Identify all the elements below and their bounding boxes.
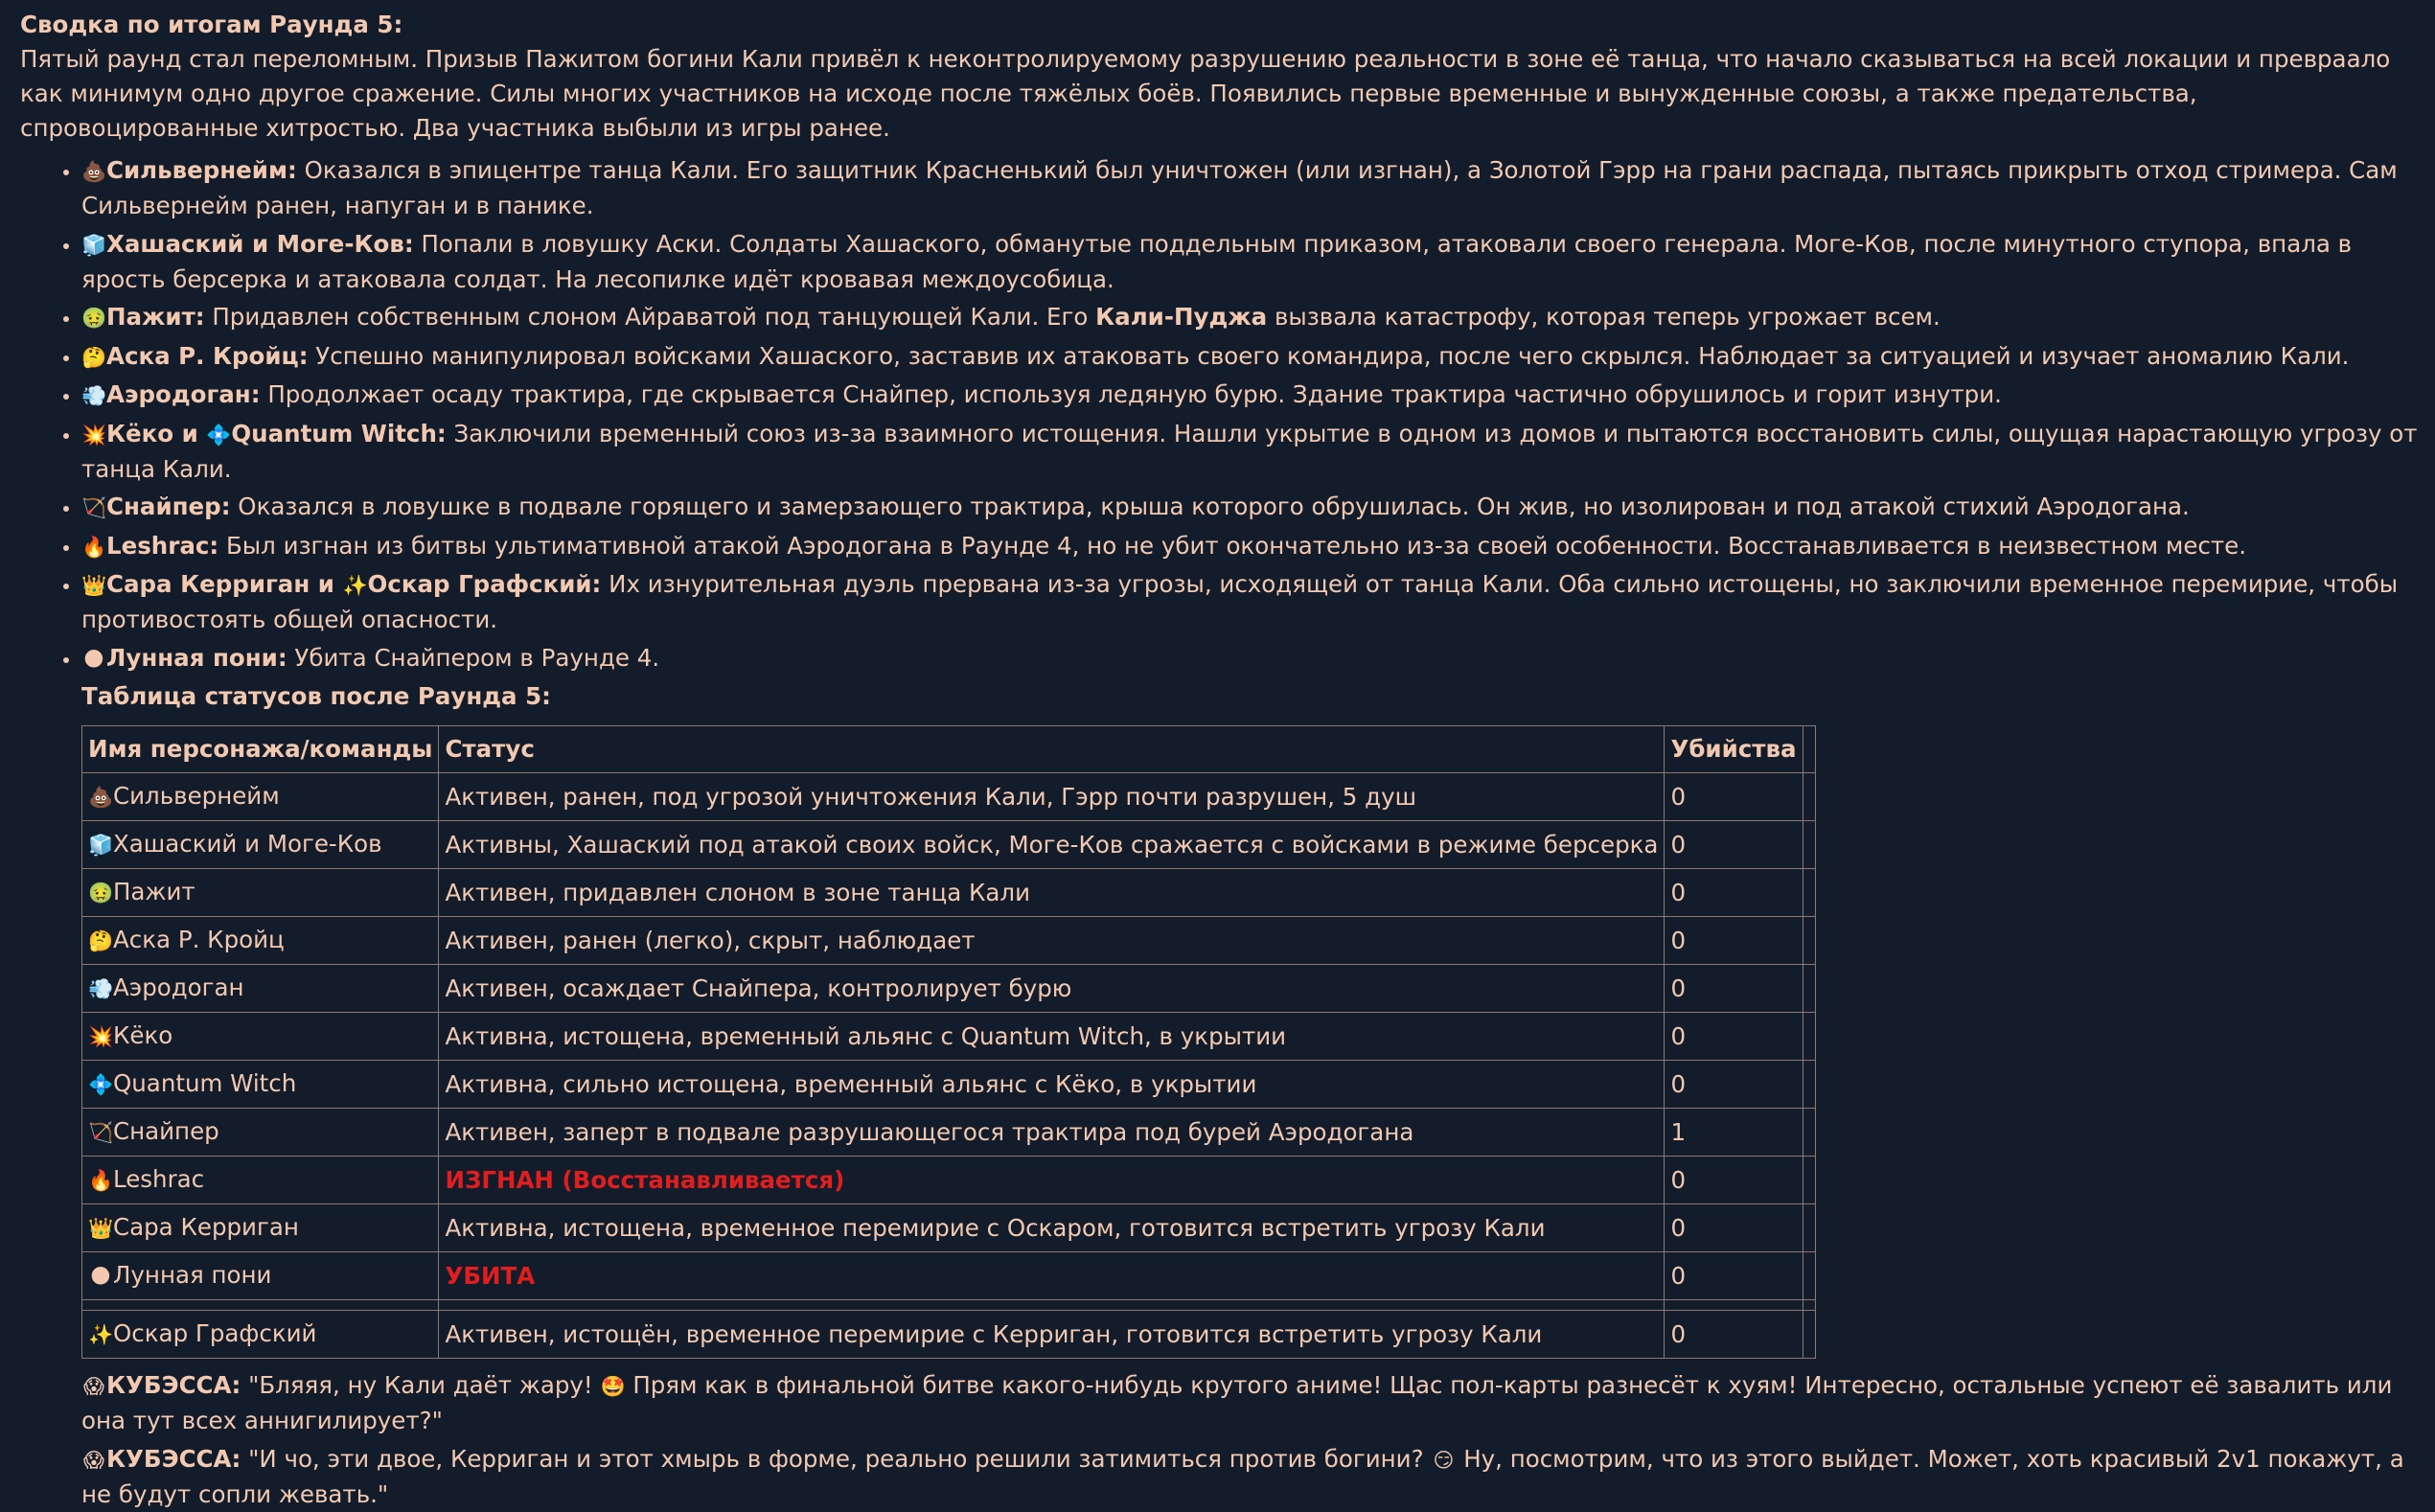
thinking-face-icon: 🤔	[81, 345, 107, 369]
bullet-text: Успешно манипулировал войсками Хашаского, заставив их атаковать своего командира, после чего скрылся. Наблюдает за ситуацией и изучает аномалию Кали.	[308, 341, 2350, 370]
cell-name-text: Пажит	[113, 878, 195, 905]
cell-name-text: Quantum Witch	[113, 1069, 297, 1097]
table-row	[82, 773, 1816, 821]
commentary	[81, 1368, 2418, 1512]
emoji-icon: 😏	[1433, 1449, 1455, 1472]
header-name: Имя персонажа/команды	[82, 726, 439, 773]
cell-name-text: Оскар Графский	[113, 1319, 317, 1347]
crown-icon: 👑	[88, 1217, 114, 1240]
commentary-line	[81, 1368, 2418, 1438]
cell-name-text: Сильвернейм	[113, 782, 280, 810]
crown-icon: 👑	[81, 574, 107, 597]
poop-icon: 💩	[81, 160, 107, 183]
cell-name-text: Аска Р. Кройц	[113, 926, 285, 953]
cell-spacer	[1803, 1013, 1815, 1061]
cell-kills: 0	[1665, 1252, 1803, 1300]
gap-cell	[82, 1300, 439, 1311]
table-gap-row	[82, 1300, 1816, 1311]
table-row	[82, 1157, 1816, 1204]
table-row	[82, 1061, 1816, 1109]
table-row	[82, 1252, 1816, 1300]
screaming-face-icon: 😱	[83, 1375, 104, 1398]
cell-name	[82, 1157, 439, 1204]
wind-icon: 💨	[81, 384, 107, 407]
ice-cube-icon: 🧊	[88, 834, 114, 857]
bullet-name: Лунная пони:	[106, 643, 287, 672]
cell-status: Активна, истощена, временный альянс с Quantum Witch, в укрытии	[439, 1013, 1665, 1061]
cell-name	[82, 917, 439, 965]
bullet-text: Оказался в эпицентре танца Кали. Его защитник Красненький был уничтожен (или изгнан), а Золотой Гэрр на грани распада, пытаясь прикрыть отход стримера. Сам Сильвернейм ранен, напуган и в панике.	[81, 156, 2398, 219]
bullet-name: Снайпер:	[106, 493, 231, 520]
commentary-line	[81, 1442, 2418, 1512]
cell-status: Активна, сильно истощена, временный альянс с Кёко, в укрытии	[439, 1061, 1665, 1109]
bullet-name: Leshrac:	[106, 531, 219, 560]
cell-name-text: Leshrac	[113, 1165, 205, 1193]
table-body	[82, 773, 1816, 1359]
cell-name	[82, 1013, 439, 1061]
cell-status: Активен, ранен (легко), скрыт, наблюдает	[439, 917, 1665, 965]
nauseated-face-icon: 🤢	[81, 307, 107, 330]
bullet-text: Был изгнан из битвы ультимативной атакой Аэродогана в Раунде 4, но не убит окончательно из-за своей особенности. Восстанавливается в неизвестном месте.	[218, 531, 2246, 560]
cell-spacer	[1803, 821, 1815, 869]
cell-kills: 0	[1665, 1013, 1803, 1061]
cell-name	[82, 1204, 439, 1252]
cell-status: Активен, осаждает Снайпера, контролирует бурю	[439, 965, 1665, 1013]
table-row	[82, 821, 1816, 869]
cell-status: Активен, придавлен слоном в зоне танца Кали	[439, 869, 1665, 917]
quote-text-end: Прям как в финальной битве какого-нибудь крутого аниме! Щас пол-карты разнесёт к хуям! Интересно, остальные успеют её завалить или она тут всех аннигилирует?"	[81, 1371, 2393, 1434]
bow-and-arrow-icon: 🏹	[88, 1121, 114, 1144]
bullet-item	[81, 378, 2418, 413]
bullet-item	[81, 641, 2418, 676]
cell-status: Активен, заперт в подвале разрушающегося трактира под бурей Аэродогана	[439, 1109, 1665, 1157]
cell-name-text: Аэродоган	[113, 974, 244, 1001]
table-header-row	[82, 726, 1816, 773]
bullet-item	[81, 417, 2418, 487]
gap-cell	[1665, 1300, 1803, 1311]
diamond-icon: 💠	[88, 1073, 114, 1096]
quote-text-end: Ну, посмотрим, что из этого выйдет. Может, хоть красивый 2v1 покажут, а не будут сопли жевать."	[81, 1445, 2404, 1508]
wind-icon: 💨	[88, 977, 114, 1000]
poop-icon: 💩	[88, 786, 114, 809]
cell-name	[82, 821, 439, 869]
cell-spacer	[1803, 869, 1815, 917]
cell-kills: 0	[1665, 1311, 1803, 1359]
cell-name	[82, 869, 439, 917]
quote-text: "И чо, эти двое, Керриган и этот хмырь в форме, реально решили затимиться против богини?	[241, 1445, 1432, 1473]
diamond-icon: 💠	[206, 423, 232, 447]
cell-kills: 0	[1665, 1204, 1803, 1252]
cell-spacer	[1803, 965, 1815, 1013]
table-row	[82, 1204, 1816, 1252]
table-row	[82, 1013, 1816, 1061]
table-row	[82, 1311, 1816, 1359]
summary-intro: Пятый раунд стал переломным. Призыв Пажитом богини Кали привёл к неконтролируемому разрушению реальности в зоне её танца, что начало сказываться на всей локации и превраало как минимум одно другое сражение. Силы многих участников на исходе после тяжёлых боёв. Появились первые временные и вынужденные союзы, а также предательства, спровоцированные хитростью. Два участника выбыли из игры ранее.	[20, 45, 2391, 142]
bullet-item	[81, 300, 2418, 335]
bullet-text: Придавлен собственным слоном Айраватой под танцующей Кали. Его	[204, 303, 1096, 331]
cell-status: Активны, Хашаский под атакой своих войск, Моге-Ков сражается с войсками в режиме берсерка	[439, 821, 1665, 869]
cell-name	[82, 773, 439, 821]
cell-name-text: Кёко	[113, 1021, 173, 1049]
header-kills: Убийства	[1665, 726, 1803, 773]
bullet-item	[81, 227, 2418, 297]
cell-spacer	[1803, 917, 1815, 965]
cell-status: Активен, ранен, под угрозой уничтожения Кали, Гэрр почти разрушен, 5 душ	[439, 773, 1665, 821]
bullet-name: Аэродоган:	[106, 380, 261, 408]
bullet-item	[81, 153, 2418, 223]
cell-spacer	[1803, 1311, 1815, 1359]
cell-name	[82, 1311, 439, 1359]
moon-icon: 🌑	[90, 1265, 111, 1288]
speaker-name: КУБЭССА:	[106, 1371, 241, 1399]
sparkles-icon: ✨	[88, 1323, 114, 1346]
bullet-item	[81, 529, 2418, 564]
summary-title: Сводка по итогам Раунда 5:	[20, 11, 403, 38]
cell-name-text: Снайпер	[113, 1117, 219, 1145]
cell-kills: 0	[1665, 965, 1803, 1013]
cell-status: Активен, истощён, временное перемирие с Керриган, готовится встретить угрозу Кали	[439, 1311, 1665, 1359]
cell-name-text: Лунная пони	[113, 1261, 272, 1289]
table-row	[82, 869, 1816, 917]
cell-spacer	[1803, 1157, 1815, 1204]
cell-kills: 1	[1665, 1109, 1803, 1157]
cell-status: Активна, истощена, временное перемирие с Оскаром, готовится встретить угрозу Кали	[439, 1204, 1665, 1252]
cell-name	[82, 1061, 439, 1109]
speaker-name: КУБЭССА:	[106, 1445, 241, 1473]
cell-spacer	[1803, 773, 1815, 821]
bullet-text: Продолжает осаду трактира, где скрывается Снайпер, используя ледяную бурю. Здание трактира частично обрушилось и горит изнутри.	[260, 380, 2002, 408]
bullet-item	[81, 490, 2418, 525]
bullet-name: Хашаский и Моге-Ков:	[106, 229, 414, 258]
bullet-bold-term: Кали-Пуджа	[1095, 303, 1268, 331]
bullet-item	[81, 567, 2418, 637]
nauseated-face-icon: 🤢	[88, 882, 114, 905]
cell-name-text: Хашаский и Моге-Ков	[113, 830, 382, 858]
bullet-text: Заключили временный союз из-за взаимного истощения. Нашли укрытие в одном из домов и пытаются восстановить силы, ощущая нарастающую угрозу от танца Кали.	[81, 419, 2418, 483]
bullet-name: Пажит:	[106, 303, 205, 331]
status-bullet-list	[20, 153, 2418, 676]
cell-kills: 0	[1665, 917, 1803, 965]
header-spacer	[1803, 726, 1815, 773]
fire-icon: 🔥	[81, 535, 107, 559]
ice-cube-icon: 🧊	[81, 233, 107, 257]
cell-name	[82, 965, 439, 1013]
gap-cell	[439, 1300, 1665, 1311]
cell-kills: 0	[1665, 1157, 1803, 1204]
table-title: Таблица статусов после Раунда 5:	[81, 682, 551, 710]
table-row	[82, 965, 1816, 1013]
cell-spacer	[1803, 1204, 1815, 1252]
bullet-text: Убита Снайпером в Раунде 4.	[287, 643, 660, 672]
table-row	[82, 917, 1816, 965]
cell-name-text: Сара Керриган	[113, 1213, 299, 1241]
cell-kills: 0	[1665, 869, 1803, 917]
bullet-text: Их изнурительная дуэль прервана из-за угрозы, исходящей от танца Кали. Оба сильно истощены, но заключили временное перемирие, чтобы противостоять общей опасности.	[81, 570, 2399, 633]
quote-text: "Бляяя, ну Кали даёт жару!	[241, 1371, 601, 1399]
cell-kills: 0	[1665, 821, 1803, 869]
cell-spacer	[1803, 1109, 1815, 1157]
sparkles-icon: ✨	[342, 574, 368, 597]
bullet-name: Аска Р. Кройц:	[106, 341, 309, 370]
status-table	[81, 725, 1816, 1359]
fire-icon: 🔥	[88, 1169, 114, 1192]
bullet-text: Оказался в ловушке в подвале горящего и замерзающего трактира, крыша которого обрушилась. Он жив, но изолирован и под атакой стихий Аэродогана.	[230, 493, 2190, 520]
bullet-name: Сильвернейм:	[106, 156, 297, 184]
moon-icon: 🌑	[83, 647, 104, 671]
bow-and-arrow-icon: 🏹	[81, 496, 107, 519]
bullet-item	[81, 339, 2418, 375]
bullet-text-end: вызвала катастрофу, которая теперь угрожает всем.	[1267, 303, 1941, 331]
cell-status: УБИТА	[439, 1252, 1665, 1300]
collision-icon: 💥	[88, 1025, 114, 1048]
cell-kills: 0	[1665, 1061, 1803, 1109]
thinking-face-icon: 🤔	[88, 929, 114, 952]
table-row	[82, 1109, 1816, 1157]
cell-spacer	[1803, 1252, 1815, 1300]
bullet-name-2: Оскар Графский:	[367, 570, 602, 598]
emoji-icon: 🤩	[600, 1375, 626, 1398]
cell-kills: 0	[1665, 773, 1803, 821]
cell-status: ИЗГНАН (Восстанавливается)	[439, 1157, 1665, 1204]
cell-name	[82, 1252, 439, 1300]
cell-name	[82, 1109, 439, 1157]
bullet-name: Кёко и	[106, 419, 207, 447]
bullet-name: Сара Керриган и	[106, 570, 343, 598]
screaming-face-icon: 😱	[83, 1449, 104, 1472]
bullet-text: Попали в ловушку Аски. Солдаты Хашаского, обманутые поддельным приказом, атаковали своего генерала. Моге-Ков, после минутного ступора, впала в ярость берсерка и атаковала солдат. На лесопилке идёт кровавая междоусобица.	[81, 229, 2353, 293]
bullet-name-2: Quantum Witch:	[231, 419, 447, 447]
cell-spacer	[1803, 1061, 1815, 1109]
gap-cell	[1803, 1300, 1815, 1311]
header-status: Статус	[439, 726, 1665, 773]
collision-icon: 💥	[81, 423, 107, 447]
